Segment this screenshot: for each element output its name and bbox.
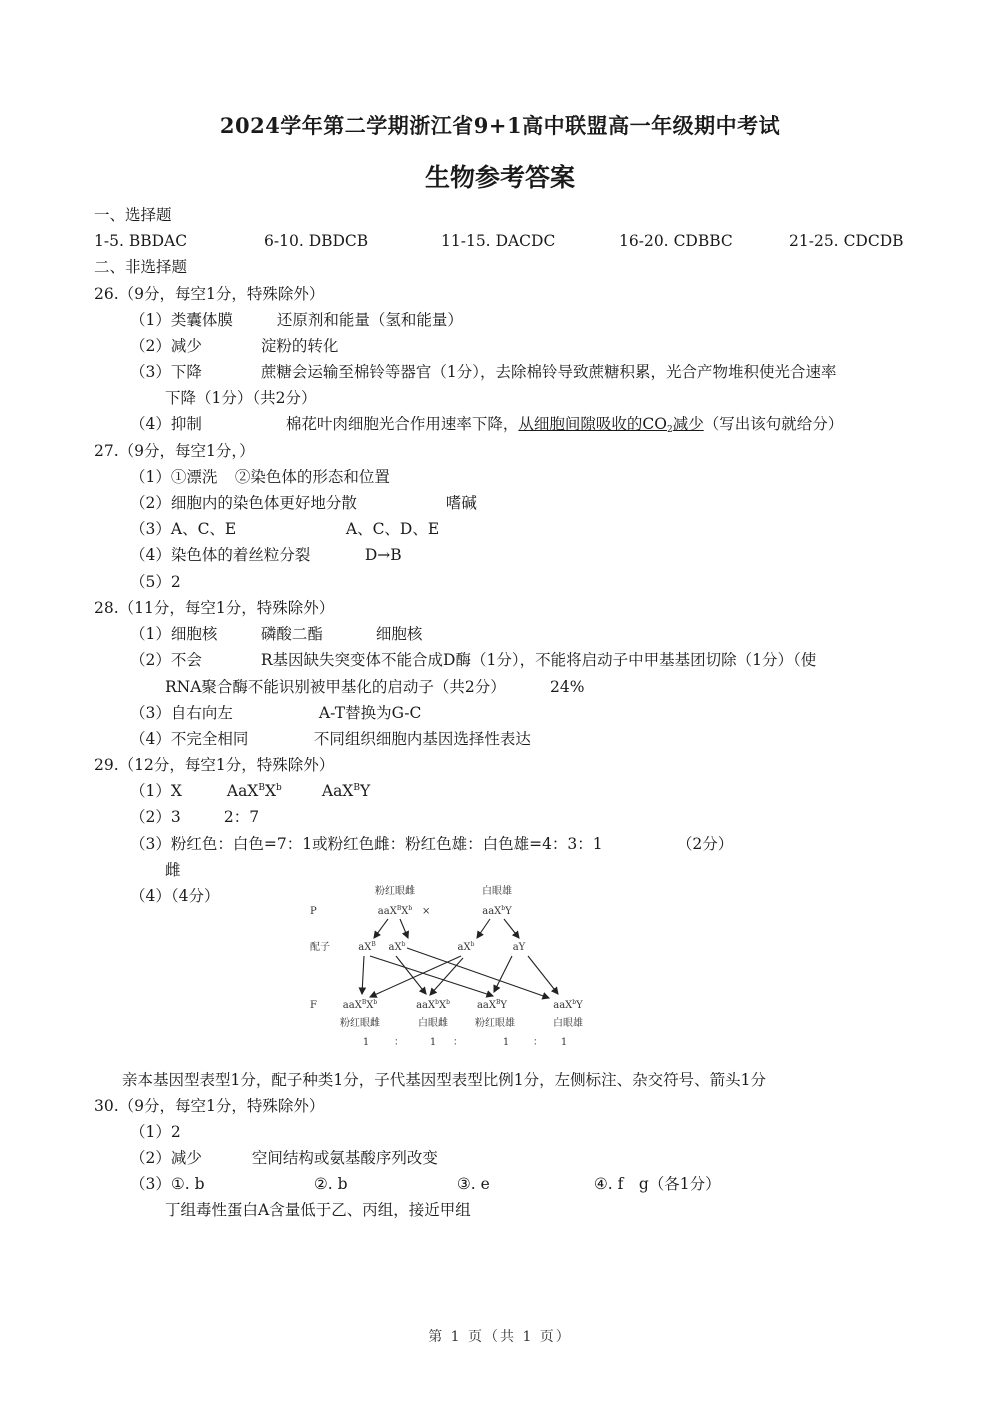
offspring-phenotype-4: 白眼雄 — [553, 1018, 583, 1029]
ratio-2: 1 — [429, 1037, 437, 1048]
ratio-sep-1: ： — [394, 1037, 404, 1048]
q26-part2: （2）减少 淀粉的转化 — [130, 337, 339, 355]
q28-part1: （1）细胞核 磷酸二酯 细胞核 — [130, 625, 423, 643]
arrow-XB-to-f1 — [362, 956, 364, 994]
section-heading-nonchoice: 二、非选择题 — [94, 258, 188, 276]
offspring-genotype-4: aaX$^b$Y — [553, 999, 583, 1011]
q26-part3: （3）下降 蔗糖会运输至棉铃等器官（1分），去除棉铃导致蔗糖积累，光合产物堆积使光合速率 — [130, 363, 837, 381]
offspring-phenotype-1: 粉红眼雌 — [340, 1018, 380, 1029]
arrow-Y-to-f3 — [494, 956, 512, 992]
q27-header: 27.（9分，每空1分，） — [94, 442, 255, 460]
page-footer: 第 1 页（共 1 页） — [428, 1329, 572, 1345]
underlined-key-answer: 从细胞间隙吸收的$CO_2$减少 — [518, 415, 704, 435]
arrow-XB-to-f3 — [370, 956, 493, 996]
arrow-Y-to-f4 — [528, 956, 558, 994]
parent-male-phenotype: 白眼雄 — [482, 886, 512, 897]
answer-group-3: 11-15. DACDC — [441, 232, 556, 250]
q30-part1: （1）2 — [130, 1123, 181, 1141]
cross-arrows — [362, 919, 558, 998]
exam-title: 2024学年第二学期浙江省9+1高中联盟高一年级期中考试 — [219, 113, 781, 138]
offspring-phenotype-2: 白眼雌 — [418, 1018, 448, 1029]
parent-male-genotype: aaX$^b$Y — [482, 905, 512, 917]
q27-part2: （2）细胞内的染色体更好地分散 嗜碱 — [130, 494, 477, 512]
gamete-female-Xb: $aX^b$ — [388, 941, 406, 953]
arrow-maleXb-to-f2 — [430, 958, 463, 995]
q27-part3: （3）A、C、E A、C、D、E — [130, 520, 440, 538]
offspring-genotype-2: $aaX^bX^b$ — [416, 999, 450, 1011]
q29-part1: （1）X $AaX^BX^b$ AaX$^B$Y — [130, 782, 371, 800]
genetic-cross-diagram — [300, 878, 600, 1053]
arrow-p-female-to-XB — [374, 919, 388, 938]
q28-header: 28.（11分，每空1分，特殊除外） — [94, 599, 335, 617]
gamete-label: 配子 — [310, 942, 330, 953]
arrow-p-male-to-Y — [504, 919, 519, 938]
q26-part4: （4）抑制 棉花叶肉细胞光合作用速率下降，从细胞间隙吸收的$CO_2$减少（写出该句就给分） — [130, 415, 844, 435]
parent-female-phenotype: 粉红眼雌 — [375, 886, 415, 897]
q30-part2: （2）减少 空间结构或氨基酸序列改变 — [130, 1149, 438, 1167]
q28-part3: （3）自右向左 A-T替换为G-C — [130, 704, 422, 722]
cross-symbol: × — [422, 906, 431, 917]
ratio-row — [363, 1037, 567, 1048]
q28-part2: （2）不会 R基因缺失突变体不能合成D酶（1分），不能将启动子中甲基基团切除（1分）（使 — [130, 651, 817, 669]
arrow-Xb-to-f2 — [396, 956, 426, 994]
p-generation-label: P — [310, 906, 317, 917]
q29-scoring-note: 亲本基因型表型1分，配子种类1分，子代基因型表型比例1分，左侧标注、杂交符号、箭头1分 — [122, 1071, 766, 1089]
q27-part1: （1）①漂洗 ②染色体的形态和位置 — [130, 468, 390, 486]
ratio-sep-2: ： — [453, 1037, 463, 1048]
choice-answers — [94, 231, 904, 251]
q29-header: 29.（12分，每空1分，特殊除外） — [94, 756, 335, 774]
answer-group-1: 1-5. BBDAC — [94, 232, 188, 250]
answer-group-2: 6-10. DBDCB — [264, 232, 369, 250]
q29-part3-cont: 雌 — [165, 861, 181, 879]
ratio-3: 1 — [502, 1037, 510, 1048]
genotype-male: AaX$^B$Y — [321, 782, 371, 800]
arrow-p-female-to-Xb — [400, 919, 408, 938]
q26-part1: （1）类囊体膜 还原剂和能量（氢和能量） — [130, 311, 463, 329]
q30-part3: （3）①. b ②. b ③. e ④. f g（各1分） — [130, 1175, 721, 1193]
answer-group-5: 21-25. CDCDB — [789, 232, 904, 250]
q27-part5: （5）2 — [130, 573, 181, 591]
arrow-maleXb-to-f1 — [370, 956, 461, 997]
gamete-female-XB: $aX^B$ — [358, 941, 376, 953]
parent-female-genotype: $aaX^BX^b$ — [377, 905, 413, 917]
offspring-phenotype-3: 粉红眼雄 — [475, 1018, 515, 1029]
offspring-genotype-1: $aaX^BX^b$ — [342, 999, 378, 1011]
q30-header: 30.（9分，每空1分，特殊除外） — [94, 1097, 325, 1115]
q26-part3-cont: 下降（1分）（共2分） — [165, 389, 317, 407]
ratio-sep-3: ： — [533, 1037, 543, 1048]
gamete-male-Xb: $aX^b$ — [457, 941, 475, 953]
arrow-p-male-to-Xb — [477, 919, 490, 938]
answer-group-4: 16-20. CDBBC — [619, 232, 733, 250]
offspring-genotype-3: aaX$^B$Y — [476, 999, 508, 1011]
document-subtitle: 生物参考答案 — [424, 163, 575, 192]
ratio-1: 1 — [362, 1037, 370, 1048]
q29-part3: （3）粉红色：白色=7：1或粉红色雌：粉红色雄：白色雄=4：3：1 （2分） — [130, 835, 734, 853]
f-generation-label: F — [310, 1000, 317, 1011]
gamete-male-Y: aY — [512, 942, 526, 953]
q27-part4: （4）染色体的着丝粒分裂 D→B — [130, 546, 402, 564]
q30-part3-cont: 丁组毒性蛋白A含量低于乙、丙组，接近甲组 — [165, 1201, 471, 1219]
q29-part4: （4）（4分） — [130, 887, 220, 905]
section-heading-choice: 一、选择题 — [94, 206, 172, 224]
arrow-Xb-to-f4 — [407, 948, 549, 998]
q29-part2: （2）3 2：7 — [130, 808, 260, 826]
q28-part2-cont: RNA聚合酶不能识别被甲基化的启动子（共2分） 24% — [165, 678, 585, 696]
genotype-female: $AaX^BX^b$ — [226, 782, 282, 800]
ratio-4: 1 — [560, 1037, 568, 1048]
q28-part4: （4）不完全相同 不同组织细胞内基因选择性表达 — [130, 730, 531, 748]
q26-header: 26.（9分，每空1分，特殊除外） — [94, 285, 325, 303]
